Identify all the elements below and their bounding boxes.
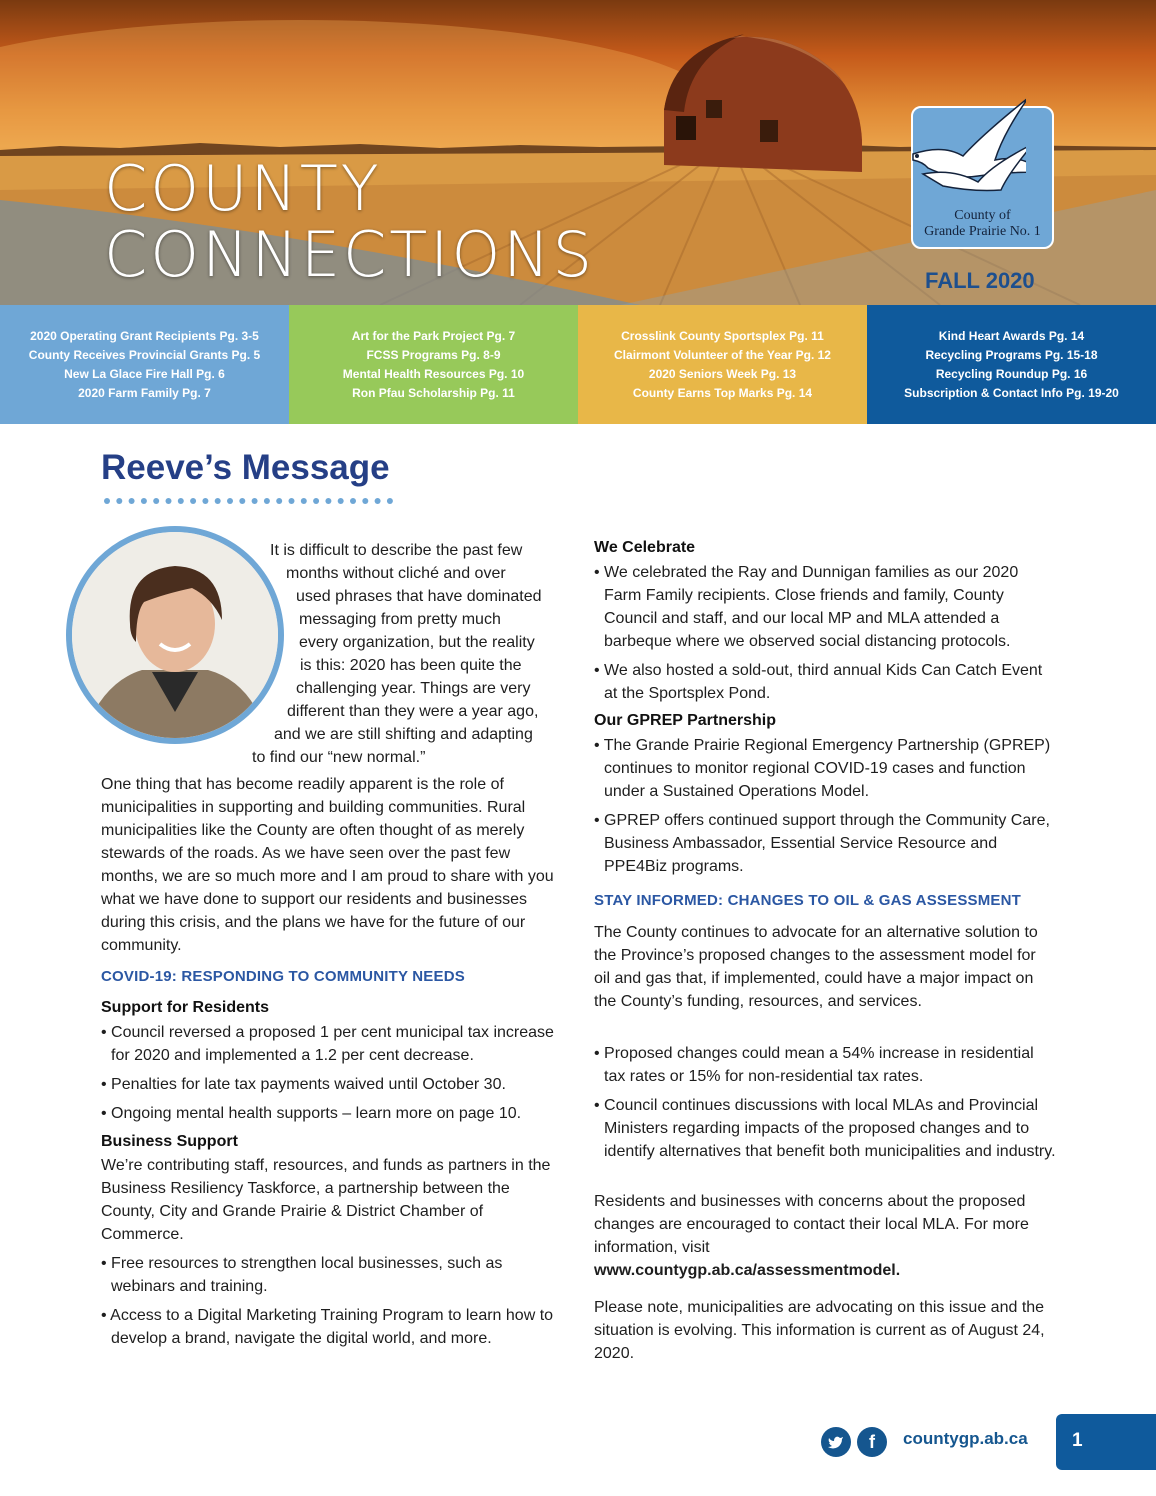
intro-line: months without cliché and over: [286, 565, 506, 582]
toc-item[interactable]: Subscription & Contact Info Pg. 19-20: [904, 385, 1119, 400]
toc-item[interactable]: 2020 Farm Family Pg. 7: [78, 385, 211, 400]
divider-dot: [252, 498, 258, 504]
section-heading-oilgas: STAY INFORMED: CHANGES TO OIL & GAS ASSESSMENT: [594, 892, 1022, 909]
divider-dot: [313, 498, 319, 504]
masthead-title-line2: CONNECTIONS: [104, 218, 596, 291]
divider-dot: [276, 498, 282, 504]
barn-shape: [664, 34, 862, 172]
intro-line: challenging year. Things are very: [296, 680, 531, 697]
website-link[interactable]: countygp.ab.ca: [903, 1429, 1028, 1448]
divider-dot: [350, 498, 356, 504]
subheading-celebrate: We Celebrate: [594, 539, 696, 556]
toc-block-1: [0, 305, 289, 424]
intro-line: used phrases that have dominated: [296, 588, 542, 605]
county-logo: [911, 106, 1054, 249]
twitter-icon[interactable]: [821, 1427, 851, 1457]
divider-dot: [338, 498, 344, 504]
divider-dot: [289, 498, 295, 504]
logo-line1: County of: [954, 208, 1011, 223]
dotted-divider: [103, 495, 403, 507]
bullet-item: • Free resources to strengthen local businesses, such as webinars and training.: [101, 1255, 503, 1295]
facebook-icon[interactable]: f: [857, 1427, 887, 1457]
toc-block-3: [578, 305, 867, 424]
toc-block-2: [289, 305, 578, 424]
intro-line: messaging from pretty much: [299, 611, 501, 628]
toc-block-4: [867, 305, 1156, 424]
reeve-portrait: [66, 526, 284, 744]
bullet-item: • Proposed changes could mean a 54% increase in residential tax rates or 15% for non-residential tax rates.: [594, 1045, 1034, 1085]
toc-item[interactable]: Mental Health Resources Pg. 10: [342, 366, 525, 381]
assessment-link[interactable]: www.countygp.ab.ca/assessmentmodel.: [594, 1262, 901, 1279]
divider-dot: [166, 498, 172, 504]
bullet-item: • Ongoing mental health supports – learn more on page 10.: [101, 1105, 522, 1122]
subheading-business: Business Support: [101, 1133, 238, 1150]
body-paragraph: We’re contributing staff, resources, and funds as partners in the Business Resiliency Taskforce, a partnership between the County, City and Grande Prairie & District Chamber of Commerce.: [101, 1157, 551, 1243]
bullet-item: • We also hosted a sold-out, third annual Kids Can Catch Event at the Sportsplex Pond.: [594, 662, 1043, 702]
body-paragraph: The County continues to advocate for an alternative solution to the Province’s proposed changes to the assessment model for oil and gas that, if implemented, could have a major impact on the County’s funding, resources, and services.: [594, 924, 1038, 1010]
body-paragraph: One thing that has become readily apparent is the role of municipalities in supporting and building communities. Rural municipalities like the County are often thought of as merely stewards of the roads. As we have seen over the past few months, we are so much more and I am proud to share with you what we have done to support our residents and businesses during this crisis, and the plans we have for the future of our community.: [101, 776, 554, 954]
intro-line: and we are still shifting and adapting: [274, 726, 533, 743]
divider-dot: [129, 498, 135, 504]
divider-dot: [325, 498, 331, 504]
toc-item[interactable]: Ron Pfau Scholarship Pg. 11: [352, 385, 515, 400]
article-heading: Reeve’s Message: [101, 448, 390, 487]
intro-line: It is difficult to describe the past few: [270, 542, 523, 559]
divider-dot: [239, 498, 245, 504]
intro-line: different than they were a year ago,: [287, 703, 539, 720]
bullet-item: • Penalties for late tax payments waived until October 30.: [101, 1076, 506, 1093]
toc-item[interactable]: Crosslink County Sportsplex Pg. 11: [621, 328, 824, 343]
toc-item[interactable]: County Earns Top Marks Pg. 14: [632, 385, 813, 400]
body-paragraph: Residents and businesses with concerns about the proposed changes are encouraged to contact their local MLA. For more information, visit: [594, 1193, 1029, 1256]
toc-item[interactable]: Recycling Programs Pg. 15-18: [925, 347, 1098, 362]
divider-dot: [227, 498, 233, 504]
divider-dot: [202, 498, 208, 504]
body-paragraph: Please note, municipalities are advocating on this issue and the situation is evolving. This information is current as of August 24, 2020.: [594, 1299, 1045, 1362]
divider-dot: [301, 498, 307, 504]
toc-item[interactable]: 2020 Operating Grant Recipients Pg. 3-5: [30, 328, 259, 343]
toc-item[interactable]: Recycling Roundup Pg. 16: [935, 366, 1088, 381]
masthead-title-line1: COUNTY: [104, 152, 382, 225]
divider-dot: [153, 498, 159, 504]
divider-dot: [375, 498, 381, 504]
toc-item[interactable]: County Receives Provincial Grants Pg. 5: [28, 347, 261, 362]
section-heading-covid: COVID-19: RESPONDING TO COMMUNITY NEEDS: [101, 968, 465, 985]
bullet-item: • We celebrated the Ray and Dunnigan families as our 2020 Farm Family recipients. Close friends and family, County Council and staff, and our local MP and MLA attended a barbeque where we observed social distancing protocols.: [594, 564, 1019, 650]
toc-item[interactable]: New La Glace Fire Hall Pg. 6: [64, 366, 225, 381]
intro-line: every organization, but the reality: [299, 634, 535, 651]
toc-item[interactable]: Kind Heart Awards Pg. 14: [938, 328, 1085, 343]
divider-dot: [116, 498, 122, 504]
toc-item[interactable]: Art for the Park Project Pg. 7: [351, 328, 516, 343]
bullet-item: • Council reversed a proposed 1 per cent municipal tax increase for 2020 and implemented a 1.2 per cent decrease.: [101, 1024, 554, 1064]
issue-label: FALL 2020: [925, 268, 1035, 293]
subheading-gprep: Our GPREP Partnership: [594, 712, 776, 729]
divider-dot: [387, 498, 393, 504]
bullet-item: • Access to a Digital Marketing Training Program to learn how to develop a brand, navigate the digital world, and more.: [101, 1307, 554, 1347]
divider-dot: [362, 498, 368, 504]
intro-line: is this: 2020 has been quite the: [300, 657, 522, 674]
masthead-banner: [0, 0, 1156, 305]
toc-item[interactable]: FCSS Programs Pg. 8-9: [366, 347, 501, 362]
toc-item[interactable]: 2020 Seniors Week Pg. 13: [648, 366, 797, 381]
page-number: 1: [1056, 1414, 1156, 1470]
logo-line2: Grande Prairie No. 1: [924, 224, 1041, 239]
divider-dot: [104, 498, 110, 504]
bullet-item: • Council continues discussions with local MLAs and Provincial Ministers regarding impacts of the proposed changes and to identify alternatives that benefit both municipalities and industry.: [594, 1097, 1056, 1160]
bullet-item: • GPREP offers continued support through the Community Care, Business Ambassador, Essential Service Resource and PPE4Biz programs.: [594, 812, 1050, 875]
geese-logo-icon: [883, 94, 1026, 194]
divider-dot: [215, 498, 221, 504]
divider-dot: [190, 498, 196, 504]
divider-dot: [141, 498, 147, 504]
divider-dot: [264, 498, 270, 504]
intro-line: to find our “new normal.”: [252, 749, 426, 766]
subheading-residents: Support for Residents: [101, 999, 270, 1016]
divider-dot: [178, 498, 184, 504]
toc-item[interactable]: Clairmont Volunteer of the Year Pg. 12: [614, 347, 831, 362]
bullet-item: • The Grande Prairie Regional Emergency Partnership (GPREP) continues to monitor regional COVID-19 cases and function under a Sustained Operations Model.: [594, 737, 1051, 800]
